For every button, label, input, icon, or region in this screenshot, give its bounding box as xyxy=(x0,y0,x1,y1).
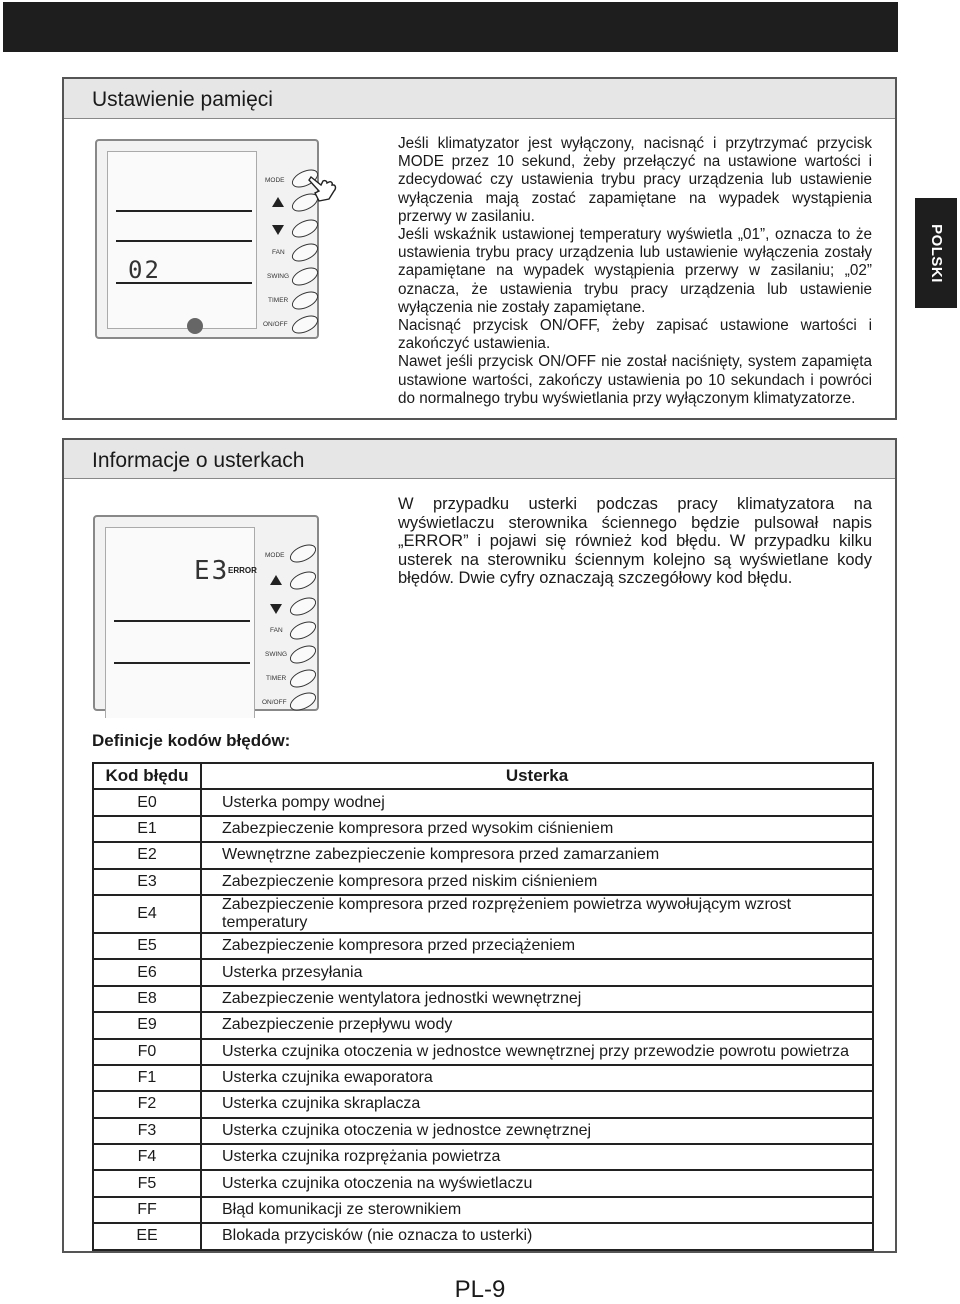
pointing-hand-icon xyxy=(307,171,341,205)
table-row xyxy=(93,1144,873,1170)
remote-display xyxy=(107,151,257,329)
swing-button[interactable] xyxy=(289,264,321,289)
error-code-cell: F0 xyxy=(93,1039,201,1065)
fan-label: FAN xyxy=(270,627,283,634)
paragraph: Nacisnąć przycisk ON/OFF, żeby zapisać ustawione wartości i zakończyć ustawienia. xyxy=(398,317,872,353)
error-code-cell: E3 xyxy=(93,869,201,895)
error-code-cell: F5 xyxy=(93,1170,201,1196)
section-title: Ustawienie pamięci xyxy=(64,79,895,119)
mode-label: MODE xyxy=(265,177,285,184)
fan-button[interactable] xyxy=(289,240,321,265)
fan-label: FAN xyxy=(272,249,285,256)
onoff-button[interactable] xyxy=(289,312,321,337)
error-code-cell: E2 xyxy=(93,842,201,868)
fault-description-cell: Zabezpieczenie wentylatora jednostki wewnętrznej xyxy=(201,986,873,1012)
fault-description-cell: Usterka czujnika otoczenia na wyświetlaczu xyxy=(201,1170,873,1196)
memory-settings-section xyxy=(62,77,897,420)
table-row xyxy=(93,986,873,1012)
fault-description-cell: Błąd komunikacji ze sterownikiem xyxy=(201,1197,873,1223)
page-number: PL-9 xyxy=(454,1276,506,1303)
column-header-fault: Usterka xyxy=(201,763,873,789)
up-arrow-icon xyxy=(270,575,282,585)
fault-description-cell: Wewnętrzne zabezpieczenie kompresora przed zamarzaniem xyxy=(201,842,873,868)
error-codes-table xyxy=(92,762,874,1251)
up-button[interactable] xyxy=(287,568,319,593)
fault-description-cell: Usterka pompy wodnej xyxy=(201,789,873,815)
table-row xyxy=(93,869,873,895)
indicator-led xyxy=(187,318,203,334)
swing-label: SWING xyxy=(267,273,290,280)
error-code-cell: E4 xyxy=(93,895,201,933)
table-row xyxy=(93,1170,873,1196)
fault-description-cell: Usterka przesyłania xyxy=(201,959,873,985)
error-code-cell: E8 xyxy=(93,986,201,1012)
error-code-cell: FF xyxy=(93,1197,201,1223)
table-row xyxy=(93,816,873,842)
error-codes-body xyxy=(93,789,873,1249)
timer-button[interactable] xyxy=(289,288,321,313)
error-code-cell: E5 xyxy=(93,933,201,959)
table-row xyxy=(93,1223,873,1249)
table-row xyxy=(93,933,873,959)
timer-button[interactable] xyxy=(287,666,319,691)
table-row xyxy=(93,1012,873,1038)
fault-description-cell: Usterka czujnika rozprężania powietrza xyxy=(201,1144,873,1170)
error-code-cell: F1 xyxy=(93,1065,201,1091)
error-code-cell: F4 xyxy=(93,1144,201,1170)
onoff-button[interactable] xyxy=(287,689,319,714)
error-code-cell: E6 xyxy=(93,959,201,985)
error-code-cell: E1 xyxy=(93,816,201,842)
fault-description-cell: Zabezpieczenie kompresora przed niskim ciśnieniem xyxy=(201,869,873,895)
mode-button[interactable] xyxy=(287,541,319,566)
table-row xyxy=(93,1118,873,1144)
error-code-cell: E0 xyxy=(93,789,201,815)
fault-description-cell: Usterka czujnika otoczenia w jednostce zewnętrznej xyxy=(201,1118,873,1144)
fan-button[interactable] xyxy=(287,618,319,643)
fault-description-cell: Usterka czujnika ewaporatora xyxy=(201,1065,873,1091)
header-bar xyxy=(3,2,898,52)
table-row xyxy=(93,959,873,985)
error-code-cell: E9 xyxy=(93,1012,201,1038)
table-header-row xyxy=(93,763,873,789)
down-button[interactable] xyxy=(287,594,319,619)
table-row xyxy=(93,1197,873,1223)
remote-display xyxy=(105,527,255,718)
mode-label: MODE xyxy=(265,552,285,559)
paragraph: Nawet jeśli przycisk ON/OFF nie został naciśnięty, system zapamięta ustawione wartości, zakończy ustawienia po 10 sekundach i powróci do normalnego trybu wyświetlania przy wyłączonym klimatyzatorze. xyxy=(398,353,872,407)
fault-description-cell: Usterka czujnika skraplacza xyxy=(201,1091,873,1117)
table-row xyxy=(93,895,873,933)
error-code-cell: F2 xyxy=(93,1091,201,1117)
down-arrow-icon xyxy=(270,604,282,614)
remote-controller-illustration xyxy=(95,139,319,339)
fault-description-cell: Zabezpieczenie przepływu wody xyxy=(201,1012,873,1038)
language-label: POLSKI xyxy=(927,223,945,283)
down-button[interactable] xyxy=(289,216,321,241)
section-title: Informacje o usterkach xyxy=(64,440,895,479)
fault-description-cell: Usterka czujnika otoczenia w jednostce wewnętrznej przy przewodzie powrotu powietrza xyxy=(201,1039,873,1065)
language-tab xyxy=(915,198,957,308)
error-code-cell: F3 xyxy=(93,1118,201,1144)
fault-description-cell: Blokada przycisków (nie oznacza to usterki) xyxy=(201,1223,873,1249)
table-row xyxy=(93,1039,873,1065)
onoff-label: ON/OFF xyxy=(263,321,288,328)
up-arrow-icon xyxy=(272,197,284,207)
timer-label: TIMER xyxy=(266,675,287,682)
onoff-label: ON/OFF xyxy=(262,699,287,706)
error-label: ERROR xyxy=(228,566,257,575)
fault-info-text: W przypadku usterki podczas pracy klimatyzatora na wyświetlaczu sterownika ściennego będzie pulsował napis „ERROR” i pojawi się również kod błędu. W przypadku kilku usterek na sterowniku ściennym kolejno są wyświetlane kody błędów. Dwie cyfry oznaczają szczegółowy kod błędu. xyxy=(398,495,872,587)
error-codes-title: Definicje kodów błędów: xyxy=(92,731,291,750)
fault-description-cell: Zabezpieczenie kompresora przed przeciążeniem xyxy=(201,933,873,959)
table-row xyxy=(93,842,873,868)
table-row xyxy=(93,1091,873,1117)
error-code-display: E3 xyxy=(194,556,230,586)
swing-label: SWING xyxy=(265,651,288,658)
display-value: 02 xyxy=(128,256,161,284)
down-arrow-icon xyxy=(272,225,284,235)
error-code-cell: EE xyxy=(93,1223,201,1249)
paragraph: Jeśli klimatyzator jest wyłączony, nacisnąć i przytrzymać przycisk MODE przez 10 sekund, żeby przełączyć na ustawione wartości i zdecydować czy ustawienia trybu pracy urządzenia lub ustawienie wyłączenia mają zostać zapamiętane na wypadek wystąpienia przerwy w zasilaniu. xyxy=(398,135,872,225)
fault-description-cell: Zabezpieczenie kompresora przed wysokim ciśnieniem xyxy=(201,816,873,842)
fault-description-cell: Zabezpieczenie kompresora przed rozprężeniem powietrza wywołującym wzrost temperatury xyxy=(201,895,873,933)
table-row xyxy=(93,1065,873,1091)
timer-label: TIMER xyxy=(268,297,289,304)
paragraph: Jeśli wskaźnik ustawionej temperatury wyświetla „01”, oznacza to że ustawienia trybu pracy urządzenia lub ustawienie wyłączenia zostały zapamiętane na wypadek wystąpienia przerwy w zasilaniu; „02” oznacza, że ustawienia trybu pracy urządzenia lub ustawienie wyłączenia nie zostały zapamiętane. xyxy=(398,226,872,316)
table-row xyxy=(93,789,873,815)
memory-settings-text xyxy=(398,135,872,408)
swing-button[interactable] xyxy=(287,642,319,667)
column-header-code: Kod błędu xyxy=(93,763,201,789)
remote-controller-illustration xyxy=(93,515,319,711)
